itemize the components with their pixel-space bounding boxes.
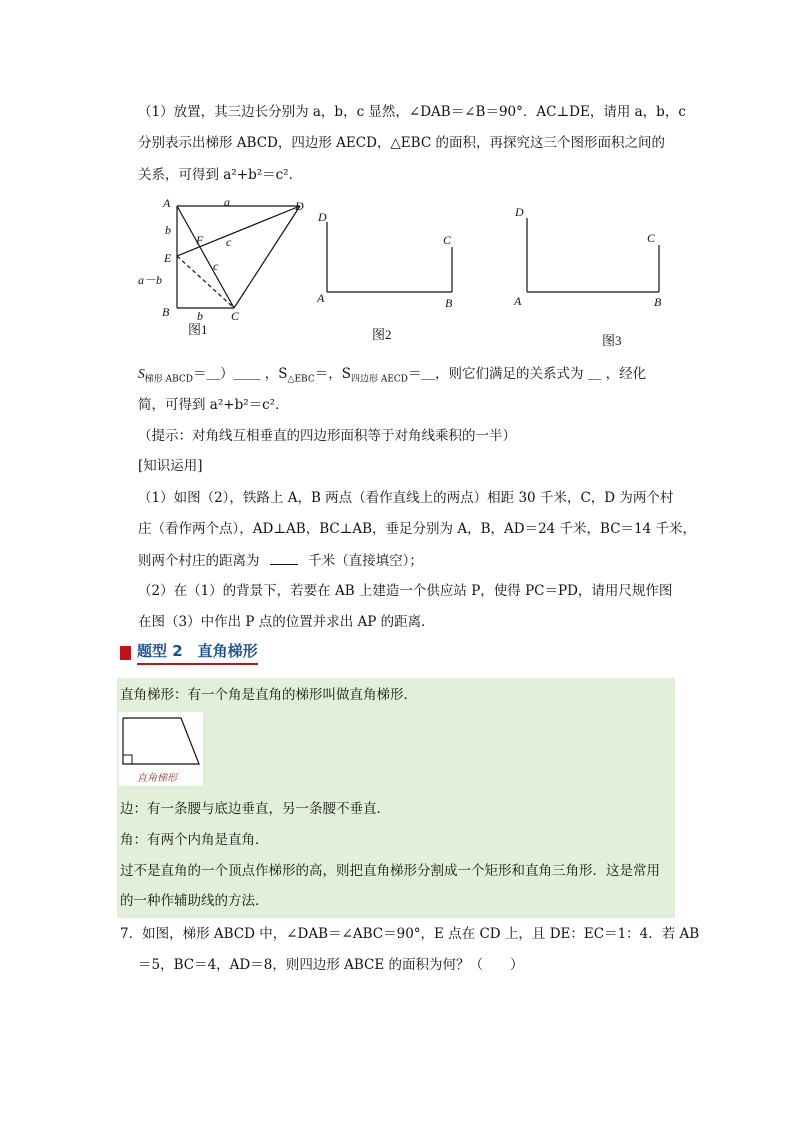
q1-line-1: （1）如图（2），铁路上 A，B 两点（看作直线上的两点）相距 30 千米，C，D 为两个村	[138, 490, 674, 506]
section-marker	[120, 646, 131, 660]
intro-line-1: （1）放置，其三边长分别为 a，b，c 显然，∠DAB＝∠B＝90°．AC⊥DE，请用 a，b，c	[138, 104, 686, 120]
intro-line-2: 分别表示出梯形 ABCD，四边形 AECD，△EBC 的面积，再探究这三个图形面积之间的	[138, 135, 665, 151]
fig3-label-C: C	[647, 231, 656, 245]
q1-line-2: 庄（看作两个点），AD⊥AB，BC⊥AB，垂足分别为 A，B，AD＝24 千米，BC＝14 千米，	[138, 521, 697, 537]
fig1-label-D: D	[295, 199, 304, 213]
fig3-label-A: A	[514, 294, 522, 308]
fig1-label-F: F	[196, 233, 204, 247]
figure-1	[177, 206, 300, 308]
area-line-1	[138, 364, 646, 390]
right-trapezoid-image	[119, 712, 203, 786]
fig1-label-c-lower: c	[213, 259, 219, 273]
fig2-caption: 图2	[372, 327, 392, 342]
fig3-caption: 图3	[602, 333, 622, 348]
fig3-label-D: D	[515, 205, 524, 219]
figure-3-labels	[513, 205, 662, 309]
section-heading	[120, 640, 258, 665]
s-trap-sub: 梯形 ABCD	[144, 374, 193, 385]
s-trap-symbol: S	[138, 366, 145, 381]
q2-line-1: （2）在（1）的背景下，若要在 AB 上建造一个供应站 P，使得 PC＝PD，请用尺规作图	[138, 583, 673, 599]
fig1-label-a: a	[224, 195, 230, 209]
s-tri-symbol: ，S	[264, 366, 288, 382]
fig2-label-A: A	[317, 291, 325, 305]
problem7-line-2: ＝5，BC＝4，AD＝8，则四边形 ABCE 的面积为何？（ ）	[138, 957, 524, 973]
fig2-label-C: C	[443, 233, 452, 247]
definition-line-2: 边：有一条腰与底边垂直，另一条腰不垂直．	[120, 801, 390, 817]
fig1-label-E: E	[164, 251, 172, 265]
fig1-label-c-upper: c	[226, 235, 232, 249]
s-quad-eq: ＝＿，则它们满足的关系式为 ＿ ，经化	[408, 366, 647, 382]
definition-line-4: 过不是直角的一个顶点作梯形的高，则把直角梯形分割成一个矩形和直角三角形．这是常用	[120, 863, 660, 879]
s-tri-eq: ＝，S	[314, 366, 351, 382]
figure-2	[327, 222, 452, 292]
definition-line-1: 直角梯形：有一个角是直角的梯形叫做直角梯形．	[120, 687, 417, 703]
q1-line-3-a: 则两个村庄的距离为	[138, 553, 260, 569]
s-trap-val: ＿）＿＿	[206, 366, 261, 382]
s-trap-eq: ＝	[193, 366, 207, 382]
fig3-label-B: B	[654, 295, 662, 309]
fig2-label-B: B	[445, 296, 453, 310]
problem7-line-1: 7．如图，梯形 ABCD 中，∠DAB＝∠ABC＝90°，E 点在 CD 上，且 DE：EC＝1：4．若 AB	[120, 926, 700, 942]
intro-line-3: 关系，可得到 a²+b²＝c²．	[138, 167, 303, 183]
fig1-label-A: A	[163, 196, 171, 210]
figures-svg	[130, 192, 690, 352]
area-line-2: 简，可得到 a²+b²＝c²．	[138, 397, 289, 413]
fig1-label-B: B	[162, 305, 170, 319]
hint-text: （提示：对角线互相垂直的四边形面积等于对角线乘积的一半）	[138, 428, 516, 444]
q1-line-3	[138, 550, 423, 571]
fig1-caption: 图1	[188, 322, 208, 337]
knowledge-title: [知识运用]	[138, 458, 203, 474]
fig1-label-b-bottom: b	[197, 309, 203, 323]
figure-2-labels	[316, 210, 453, 310]
fig1-label-C: C	[231, 309, 240, 323]
fig1-label-a-minus-b: a－b	[138, 273, 163, 287]
definition-line-5: 的一种作辅助线的方法．	[120, 893, 269, 909]
q1-line-3-b: 千米（直接填空）；	[308, 553, 423, 569]
fig2-label-D: D	[318, 210, 327, 224]
section-title: 题型 2 直角梯形	[137, 640, 258, 665]
fig1-label-b-left: b	[165, 223, 171, 237]
q1-answer-blank[interactable]	[270, 550, 298, 565]
q2-line-2: 在图（3）中作出 P 点的位置并求出 AP 的距离．	[138, 614, 435, 630]
right-trapezoid-caption: 直角梯形	[137, 773, 177, 784]
definition-box	[117, 678, 675, 918]
s-tri-sub: △EBC	[287, 374, 315, 385]
figure-3	[527, 218, 659, 292]
definition-line-3: 角：有两个内角是直角．	[120, 832, 269, 848]
s-quad-sub: 四边形 AECD	[350, 374, 409, 385]
